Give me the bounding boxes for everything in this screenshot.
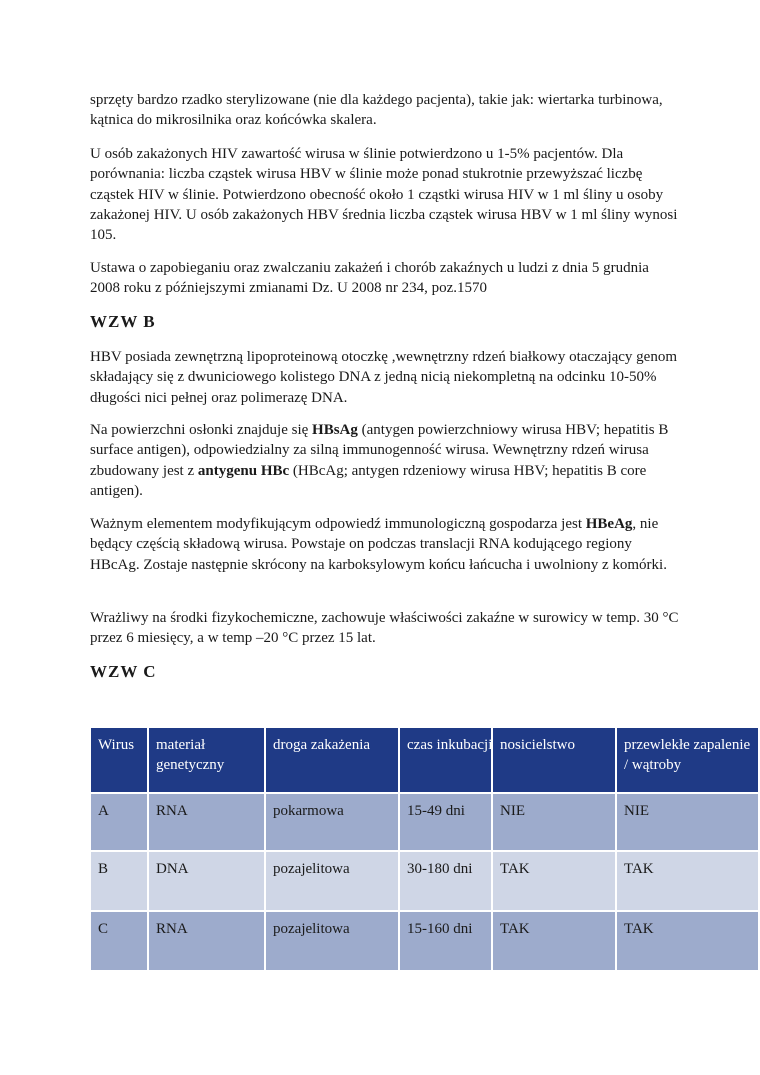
table-cell: pozajelitowa <box>266 852 400 910</box>
table-cell: NIE <box>617 794 760 850</box>
header-cell-chronic-hepatitis: przewlekłe zapalenie / wątroby <box>617 728 760 792</box>
paragraph-hiv-saliva: U osób zakażonych HIV zawartość wirusa w ślinie potwierdzono u 1-5% pacjentów. Dla porównania: liczba cząstek wirusa HBV w ślinie może ponad stukrotnie przewyższać liczbę cząstek HIV w ślinie. Potwierdzono obecność około 1 cząstki wirusa HIV w 1 ml śliny u osoby zakażonej HIV. U osób zakażonych HBV średnia liczba cząstek wirusa HBV w 1 ml śliny wynosi 105. <box>90 146 678 244</box>
text-segment: Ważnym elementem modyfikującym odpowiedź immunologiczną gospodarza jest <box>90 516 586 532</box>
text-segment: Na powierzchni osłonki znajduje się <box>90 422 313 438</box>
table-cell: pokarmowa <box>266 794 400 850</box>
hepatitis-comparison-table <box>91 728 760 970</box>
table-cell: RNA <box>149 912 266 970</box>
table-cell: pozajelitowa <box>266 912 400 970</box>
table-cell: DNA <box>149 852 266 910</box>
bold-term-hbc: antygenu HBc <box>197 462 290 479</box>
text-segment: (antygen powierzchniowy wirusa HBV; hepatitis B surface antigen), odpowiedzialny za silną immunogenność wirusa. Wewnętrzny rdzeń wirusa zbudowany jest z <box>90 422 669 479</box>
header-cell-infection-route: droga zakażenia <box>266 728 400 792</box>
heading-wzw-b: WZW B <box>90 312 156 331</box>
table-row <box>91 794 760 852</box>
header-cell-wirus: Wirus <box>91 728 149 792</box>
text-segment: (HBcAg; antygen rdzeniowy wirusa HBV; hepatitis B core antigen). <box>90 462 647 499</box>
header-cell-genetic-material: materiał genetyczny <box>149 728 266 792</box>
paragraph-equipment: sprzęty bardzo rzadko sterylizowane (nie dla każdego pacjenta), takie jak: wiertarka turbinowa, kątnica do mikrosilnika oraz końcówka skalera. <box>90 92 663 129</box>
table-row <box>91 852 760 912</box>
paragraph-hbsag <box>90 420 680 501</box>
table-cell: RNA <box>149 794 266 850</box>
table-cell: B <box>91 852 149 910</box>
bold-term-hbsag: HBsAg <box>312 422 358 438</box>
paragraph-law-reference: Ustawa o zapobieganiu oraz zwalczaniu zakażeń i chorób zakaźnych u ludzi z dnia 5 grudnia 2008 roku z późniejszymi zmianami Dz. U 2008 nr 234, poz.1570 <box>90 260 649 297</box>
bold-term-hbeag: HBeAg <box>585 516 633 532</box>
table-cell: C <box>91 912 149 970</box>
paragraph-hbv-structure: HBV posiada zewnętrzną lipoproteinową otoczkę ,wewnętrzny rdzeń białkowy otaczający genom składający się z dwuniciowego kolistego DNA z jedną nicią niekompletną na odcinku 10-50% długości nici pełnej oraz polimerazę DNA. <box>90 349 677 406</box>
header-cell-carrier: nosicielstwo <box>493 728 617 792</box>
table-cell: TAK <box>493 912 617 970</box>
table-cell: 15-160 dni <box>400 912 493 970</box>
text-segment: , nie będący częścią składową wirusa. Powstaje on podczas translacji RNA kodującego regiony HBcAg. Zostaje następnie skrócony na karboksylowym końcu łańcucha i uwolniony z komórki. <box>90 516 667 573</box>
table-header-row <box>91 728 760 794</box>
table-row <box>91 912 760 970</box>
paragraph-resistance: Wrażliwy na środki fizykochemiczne, zachowuje właściwości zakaźne w surowicy w temp. 30 °C przez 6 miesięcy, a w temp –20 °C przez 15 lat. <box>90 610 679 647</box>
paragraph-hbeag <box>90 514 680 575</box>
header-cell-incubation: czas inkubacji <box>400 728 493 792</box>
table-cell: NIE <box>493 794 617 850</box>
table-cell: 15-49 dni <box>400 794 493 850</box>
table-cell: TAK <box>493 852 617 910</box>
table-cell: TAK <box>617 912 760 970</box>
heading-wzw-c: WZW C <box>90 662 157 681</box>
table-cell: A <box>91 794 149 850</box>
table-cell: 30-180 dni <box>400 852 493 910</box>
table-cell: TAK <box>617 852 760 910</box>
